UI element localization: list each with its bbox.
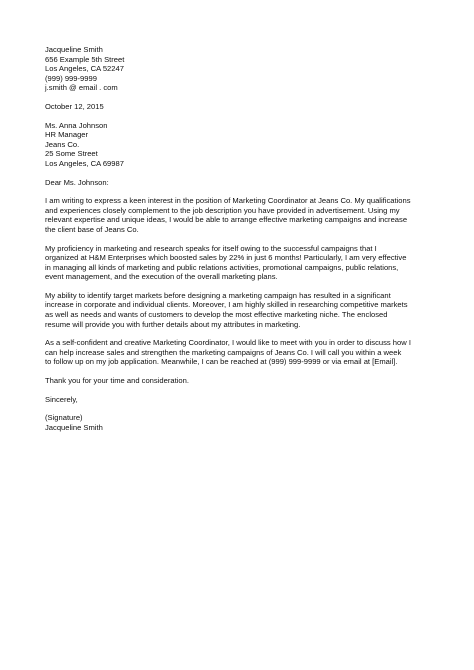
paragraph-line: My proficiency in marketing and research speaks for itself owing to the successful campaigns that I: [45, 243, 377, 253]
paragraph-line: in managing all kinds of marketing and public relations activities, promotional campaigns, public relations,: [45, 262, 399, 272]
recipient-name: Ms. Anna Johnson: [45, 120, 108, 130]
paragraph-line: organized at H&M Enterprises which boosted sales by 22% in just 6 months! Particularly, I am very effective: [45, 253, 407, 263]
paragraph-line: can help increase sales and strengthen the marketing campaigns of Jeans Co. I will call you within a week: [45, 347, 402, 357]
paragraph-line: as well as needs and wants of customers to develop the most effective marketing niche. The enclosed: [45, 310, 388, 320]
paragraph-line: and experiences closely complement to the job description you have provided in advertisement. Using my: [45, 205, 400, 215]
recipient-street: 25 Some Street: [45, 149, 98, 159]
paragraph-line: increase in corporate and individual clients. Moreover, I am highly skilled in researching competitive markets: [45, 300, 408, 310]
recipient-title: HR Manager: [45, 130, 89, 140]
paragraph-line: resume will provide you with further details about my attributes in marketing.: [45, 319, 301, 329]
signature-name: Jacqueline Smith: [45, 422, 103, 432]
sender-name: Jacqueline Smith: [45, 45, 103, 54]
recipient-address: [45, 121, 437, 169]
body-paragraph-1: [45, 196, 437, 234]
letter-date-block: [45, 102, 437, 112]
sender-phone: (999) 999-9999: [45, 73, 97, 83]
paragraph-line: I am writing to express a keen interest in the position of Marketing Coordinator at Jeans Co. My qualifications: [45, 196, 411, 206]
body-paragraph-5: [45, 376, 437, 386]
paragraph-line: event management, and the execution of the overall marketing plans.: [45, 272, 278, 282]
paragraph-line: to follow up on my job application. Meanwhile, I can be reached at (999) 999-9999 or via email at [Email].: [45, 357, 398, 367]
paragraph-line: the client base of Jeans Co.: [45, 224, 139, 234]
cover-letter: [45, 45, 437, 432]
letter-date: October 12, 2015: [45, 101, 104, 111]
signature-placeholder: (Signature): [45, 413, 83, 423]
body-paragraph-2: [45, 244, 437, 282]
sender-email: j.smith @ email . com: [45, 83, 118, 93]
sender-street: 656 Example 5th Street: [45, 54, 125, 64]
recipient-city: Los Angeles, CA 69987: [45, 158, 124, 168]
signature-block: [45, 413, 437, 432]
body-paragraph-3: [45, 291, 437, 329]
sender-city: Los Angeles, CA 52247: [45, 64, 124, 74]
sender-address: [45, 45, 437, 93]
salutation-block: [45, 178, 437, 188]
salutation: Dear Ms. Johnson:: [45, 177, 109, 187]
paragraph-line: relevant expertise and unique ideas, I would be able to arrange effective marketing campaigns and increase: [45, 215, 408, 225]
body-paragraph-4: [45, 338, 437, 367]
paragraph-line: As a self-confident and creative Marketing Coordinator, I would like to meet with you in order to discuss how I: [45, 338, 411, 348]
paragraph-line: My ability to identify target markets before designing a marketing campaign has resulted in a significant: [45, 290, 391, 300]
closing: Sincerely,: [45, 394, 78, 404]
paragraph-line: Thank you for your time and consideration.: [45, 376, 189, 386]
recipient-company: Jeans Co.: [45, 139, 80, 149]
closing-block: [45, 395, 437, 405]
